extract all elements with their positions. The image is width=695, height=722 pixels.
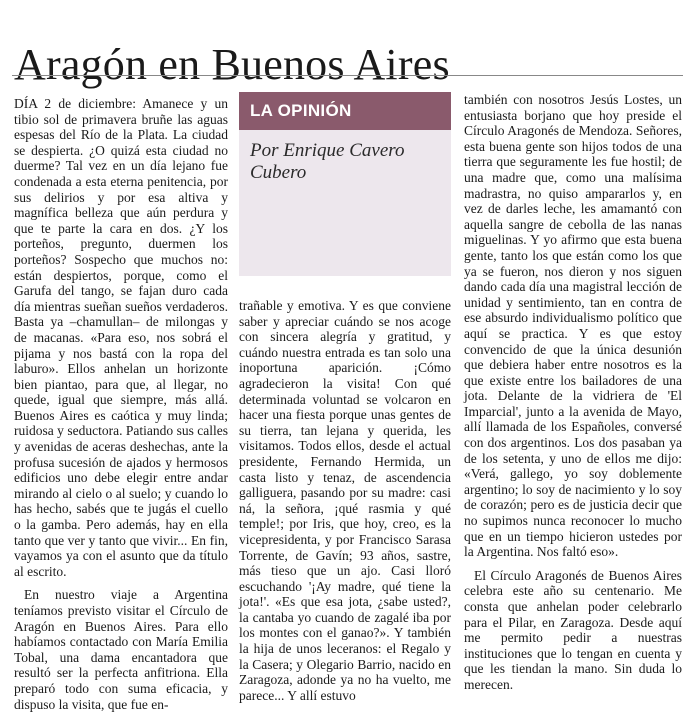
article-column-1 [14, 96, 228, 712]
paragraph: también con nosotros Jesús Lostes, un entusiasta borjano que hoy preside el Círculo Aragonés de Mendoza. Señores, esta buena gente son hijos todos de una tierra que seguramente les fue hostil; de una madre que, como una malísima madrastra, no quiso ampararlos y, en vez de darles leche, les amamantó con aquella sangre de cebolla de las nanas miguelinas. Y yo afirmo que esta buena gente, tanto los que están como los que ya se fueron, nos dieron y nos siguen dando cada día una magistral lección de unidad y sentimiento, tan en contra de ese absurdo individualismo político que aquí se practica. Y es que estoy convencido de que la única desunión que debiera haber entre nosotros es la que existe entre los bailadores de una jota. Delante de la vidriera de 'El Imparcial', junto a la avenida de Mayo, allí llamada de los Españoles, conversé con dos argentinos. Los dos pasaban ya de los setenta, y uno de ellos me dijo: «Verá, gallego, yo soy doblemente argentino; lo soy de nacimiento y lo soy de corazón; pero es de justicia decir que no supimos nunca reconocer lo mucho que en un tiempo hicieron ustedes por la Argentina. Nos faltó eso». [464, 92, 682, 560]
article-column-3 [464, 92, 682, 693]
headline: Aragón en Buenos Aires [14, 40, 450, 90]
paragraph: DÍA 2 de diciembre: Amanece y un tibio sol de primavera bruñe las aguas espesas del Río de la Plata. La ciudad se despierta. ¿O quizá esta ciudad no duerme? Tal vez en un día lejano fue condenada a esta eterna penitencia, por sus delirios y por esa altiva y magnífica belleza que aún perdura y que te parte la cara en dos. ¿Y los porteños, pregunto, duermen los porteños? Sospecho que muchos no: están despiertos, porque, como el Garufa del tango, se fajan duro cada día mientras sueñan sueños verdaderos. Basta ya –chamullan– de milongas y de macanas. «Para eso, nos sobrá el pijama y nos bastá con la ropa del laburo». Ellos anhelan un horizonte bien piantao, para que, al llegar, no quede, igual que siempre, más allá. Buenos Aires es caótica y muy linda; ruidosa y seductora. Patiando sus calles y avenidas de aceras deshechas, ante la profusa sucesión de ajados y hermosos edificios uno debe elegir entre andar mirando al cielo o al suelo; y cuando lo has hecho, sabés que te jugás el cuello o la gamba. Pero además, hay en ella tanto que ver y tanto que vivir... En fin, vayamos ya con el asunto que da título al escrito. [14, 96, 228, 579]
paragraph: El Círculo Aragonés de Buenos Aires celebra este año su centenario. Me consta que anhelan poder celebrarlo para el Pilar, en Zaragoza. Desde aquí me permito pedir a nuestras instituciones que lo tengan en cuenta y que les tiendan la mano. Sin duda lo merecen. [464, 567, 682, 692]
section-label: LA OPINIÓN [239, 92, 451, 130]
author-byline: Por Enrique Cavero Cubero [250, 140, 405, 183]
headline-rule [12, 75, 683, 76]
article-column-2 [239, 298, 451, 703]
opinion-box [239, 92, 451, 276]
paragraph: trañable y emotiva. Y es que conviene saber y apreciar cuándo se nos acoge con sincera alegría y gratitud, y cuándo nuestra entrada es tan solo una inoportuna aparición. ¡Cómo agradecieron la visita! Con qué determinada voluntad se volcaron en hacer una fiesta porque unas gentes de su tierra, tan lejana y querida, les visitamos. Todos ellos, desde el actual presidente, Fernando Hermida, un casta listo y tenaz, de ascendencia galliguera, pasando por su madre: casi ná, la señora, ¡qué rasmia y qué temple!; por Iris, que hoy, creo, es la vicepresidenta, y por Francisco Sarasa Torrente, de Gavín; 93 años, sastre, más tieso que un ajo. Casi lloró escuchando '¡Ay madre, qué tiene la jota!'. «Es que esa jota, ¿sabe usted?, la cantaba yo cuando de zagalé iba por los montes con el ganao?». Y también la hija de unos leceranos: el Regalo y la Casera; y Olegario Barrio, nacido en Zaragoza, adonde ya no ha vuelto, me parece... Y allí estuvo [239, 298, 451, 703]
paragraph: En nuestro viaje a Argentina teníamos previsto visitar el Círculo de Aragón en Buenos Aires. Para ello habíamos contactado con María Emilia Tobal, una dama encantadora que resultó ser la perfecta anfitriona. Ella preparó todo con suma eficacia, y dispuso la visita, que fue en- [14, 587, 228, 712]
